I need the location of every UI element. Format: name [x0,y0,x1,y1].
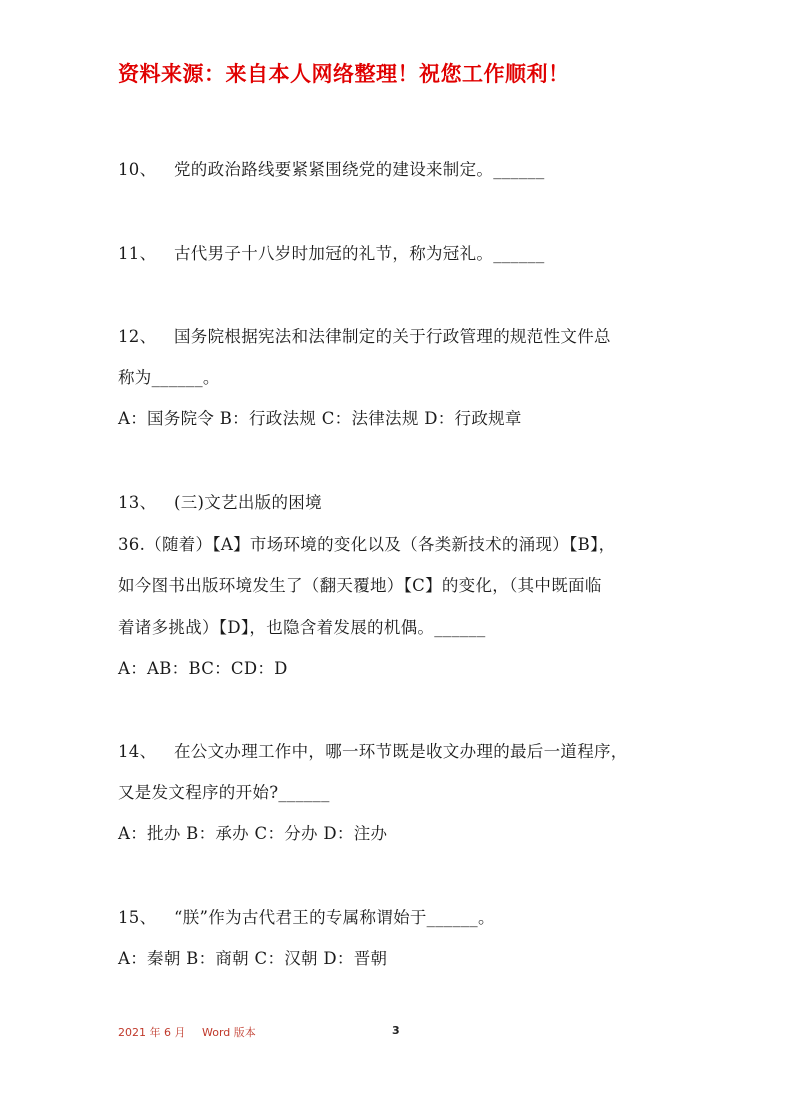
page-number: 3 [392,1024,400,1037]
question-number: 15、 [118,908,157,927]
source-header: 资料来源：来自本人网络整理！祝您工作顺利！ [118,62,570,86]
question-title: (三)文艺出版的困境 [174,493,322,512]
question-text: 在公文办理工作中，哪一环节既是收文办理的最后一道程序， [174,742,628,761]
question-13-line2: 如今图书出版环境发生了（翻天覆地）【C】的变化，（其中既面临 [118,576,602,595]
question-number: 12、 [118,327,157,346]
question-number: 10、 [118,160,157,179]
question-15 [118,904,495,928]
question-number: 14、 [118,742,157,761]
question-text: 党的政治路线要紧紧围绕党的建设来制定。______ [174,160,545,179]
question-13-line1: 36.（随着）【A】市场环境的变化以及（各类新技术的涌现）【B】， [118,535,616,554]
footer-date: 2021 年 6 月 [118,1026,186,1039]
question-12-options: A：国务院令 B：行政法规 C：法律法规 D：行政规章 [118,409,522,428]
question-15-options: A：秦朝 B：商朝 C：汉朝 D：晋朝 [118,949,388,968]
question-text: “朕”作为古代君王的专属称谓始于______。 [174,908,495,927]
question-13-line3: 着诸多挑战）【D】，也隐含着发展的机偶。______ [118,618,486,637]
question-13-options: A：AB：BC：CD：D [118,659,288,678]
question-text: 国务院根据宪法和法律制定的关于行政管理的规范性文件总 [174,327,611,346]
question-number: 13、 [118,493,157,512]
question-12-cont: 称为______。 [118,368,220,387]
question-text: 古代男子十八岁时加冠的礼节，称为冠礼。______ [174,244,545,263]
question-10 [118,156,545,180]
question-13 [118,489,322,513]
question-14 [118,738,628,762]
footer-version: Word 版本 [202,1026,256,1039]
question-11 [118,240,545,264]
question-number: 11、 [118,244,157,263]
question-14-cont: 又是发文程序的开始?______ [118,783,330,802]
question-12 [118,323,611,347]
question-14-options: A：批办 B：承办 C：分办 D：注办 [118,824,388,843]
